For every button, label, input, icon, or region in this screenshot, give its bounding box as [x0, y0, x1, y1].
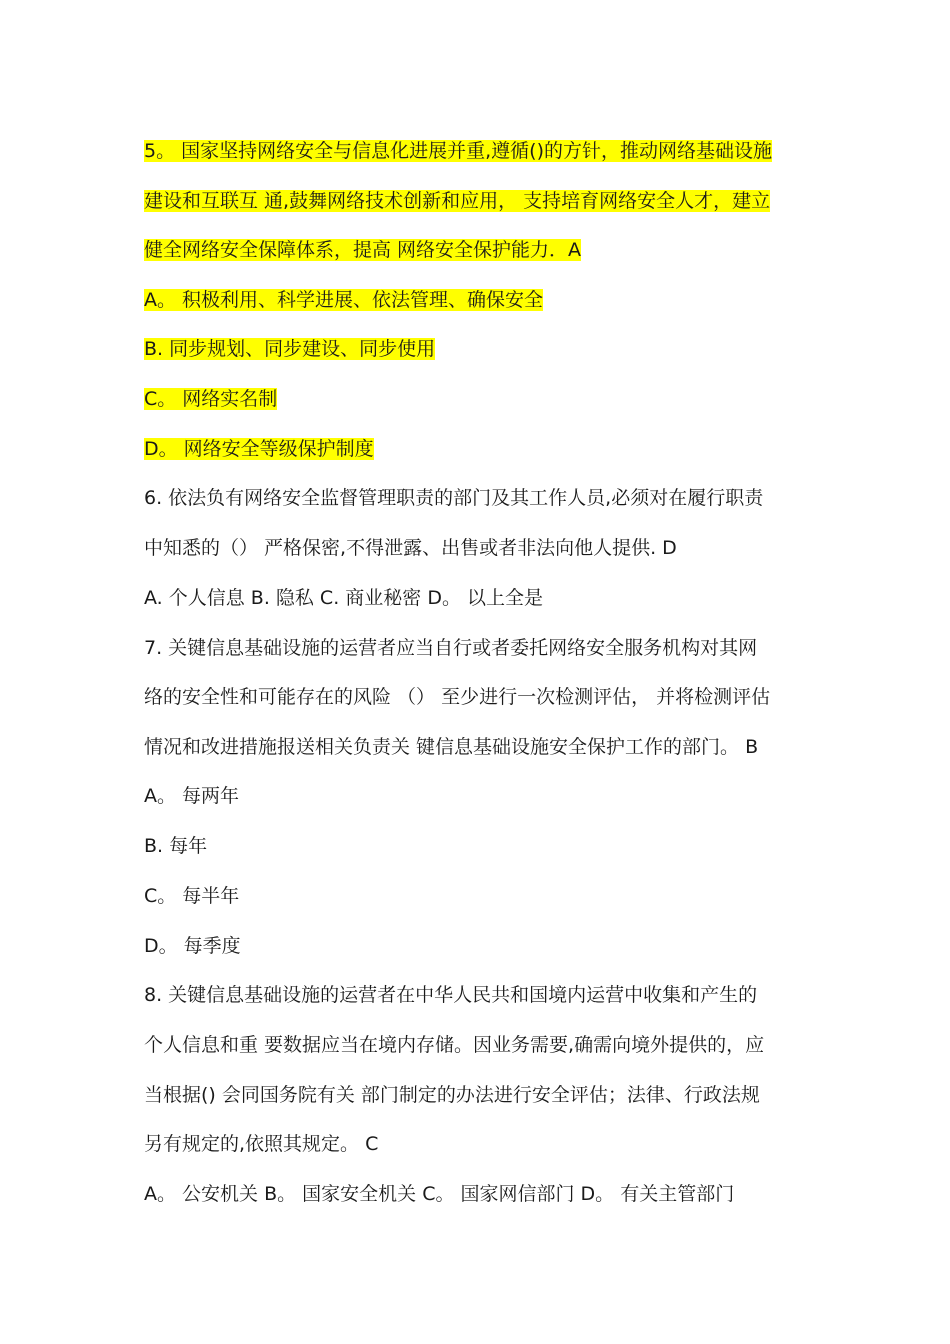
question-8-line-3: 当根据() 会同国务院有关 部门制定的办法进行安全评估；法律、行政法规: [144, 1084, 760, 1106]
question-7-option-b: B. 每年: [144, 835, 208, 857]
question-8-line-1: 8. 关键信息基础设施的运营者在中华人民共和国境内运营中收集和产生的: [144, 984, 758, 1006]
question-7-option-c: C。 每半年: [144, 885, 240, 907]
question-7-line-1: 7. 关键信息基础设施的运营者应当自行或者委托网络安全服务机构对其网: [144, 637, 758, 659]
question-6-line-2: 中知悉的（） 严格保密,不得泄露、出售或者非法向他人提供. D: [144, 537, 677, 559]
question-8-line-2: 个人信息和重 要数据应当在境内存储。因业务需要,确需向境外提供的，应: [144, 1034, 765, 1056]
question-6-options: A. 个人信息 B. 隐私 C. 商业秘密 D。 以上全是: [144, 587, 543, 609]
question-5-option-a: A。 积极利用、科学进展、依法管理、确保安全: [144, 289, 544, 311]
question-5-option-b: B. 同步规划、同步建设、同步使用: [144, 338, 436, 360]
question-7-option-d: D。 每季度: [144, 935, 241, 957]
question-5-line-1: 5。 国家坚持网络安全与信息化进展并重,遵循()的方针，推动网络基础设施: [144, 140, 772, 162]
question-5-line-2: 建设和互联互 通,鼓舞网络技术创新和应用， 支持培育网络安全人才，建立: [144, 190, 771, 212]
question-7-option-a: A。 每两年: [144, 785, 240, 807]
question-7-line-3: 情况和改进措施报送相关负责关 键信息基础设施安全保护工作的部门。 B: [144, 736, 759, 758]
question-5-option-c: C。 网络实名制: [144, 388, 278, 410]
question-6-line-1: 6. 依法负有网络安全监督管理职责的部门及其工作人员,必须对在履行职责: [144, 487, 764, 509]
question-8-options: A。 公安机关 B。 国家安全机关 C。 国家网信部门 D。 有关主管部门: [144, 1183, 735, 1205]
question-5-line-3: 健全网络安全保障体系，提高 网络安全保护能力．A: [144, 239, 582, 261]
question-8-line-4: 另有规定的,依照其规定。 C: [144, 1133, 379, 1155]
question-7-line-2: 络的安全性和可能存在的风险 （） 至少进行一次检测评估， 并将检测评估: [144, 686, 771, 708]
question-5-option-d: D。 网络安全等级保护制度: [144, 438, 374, 460]
